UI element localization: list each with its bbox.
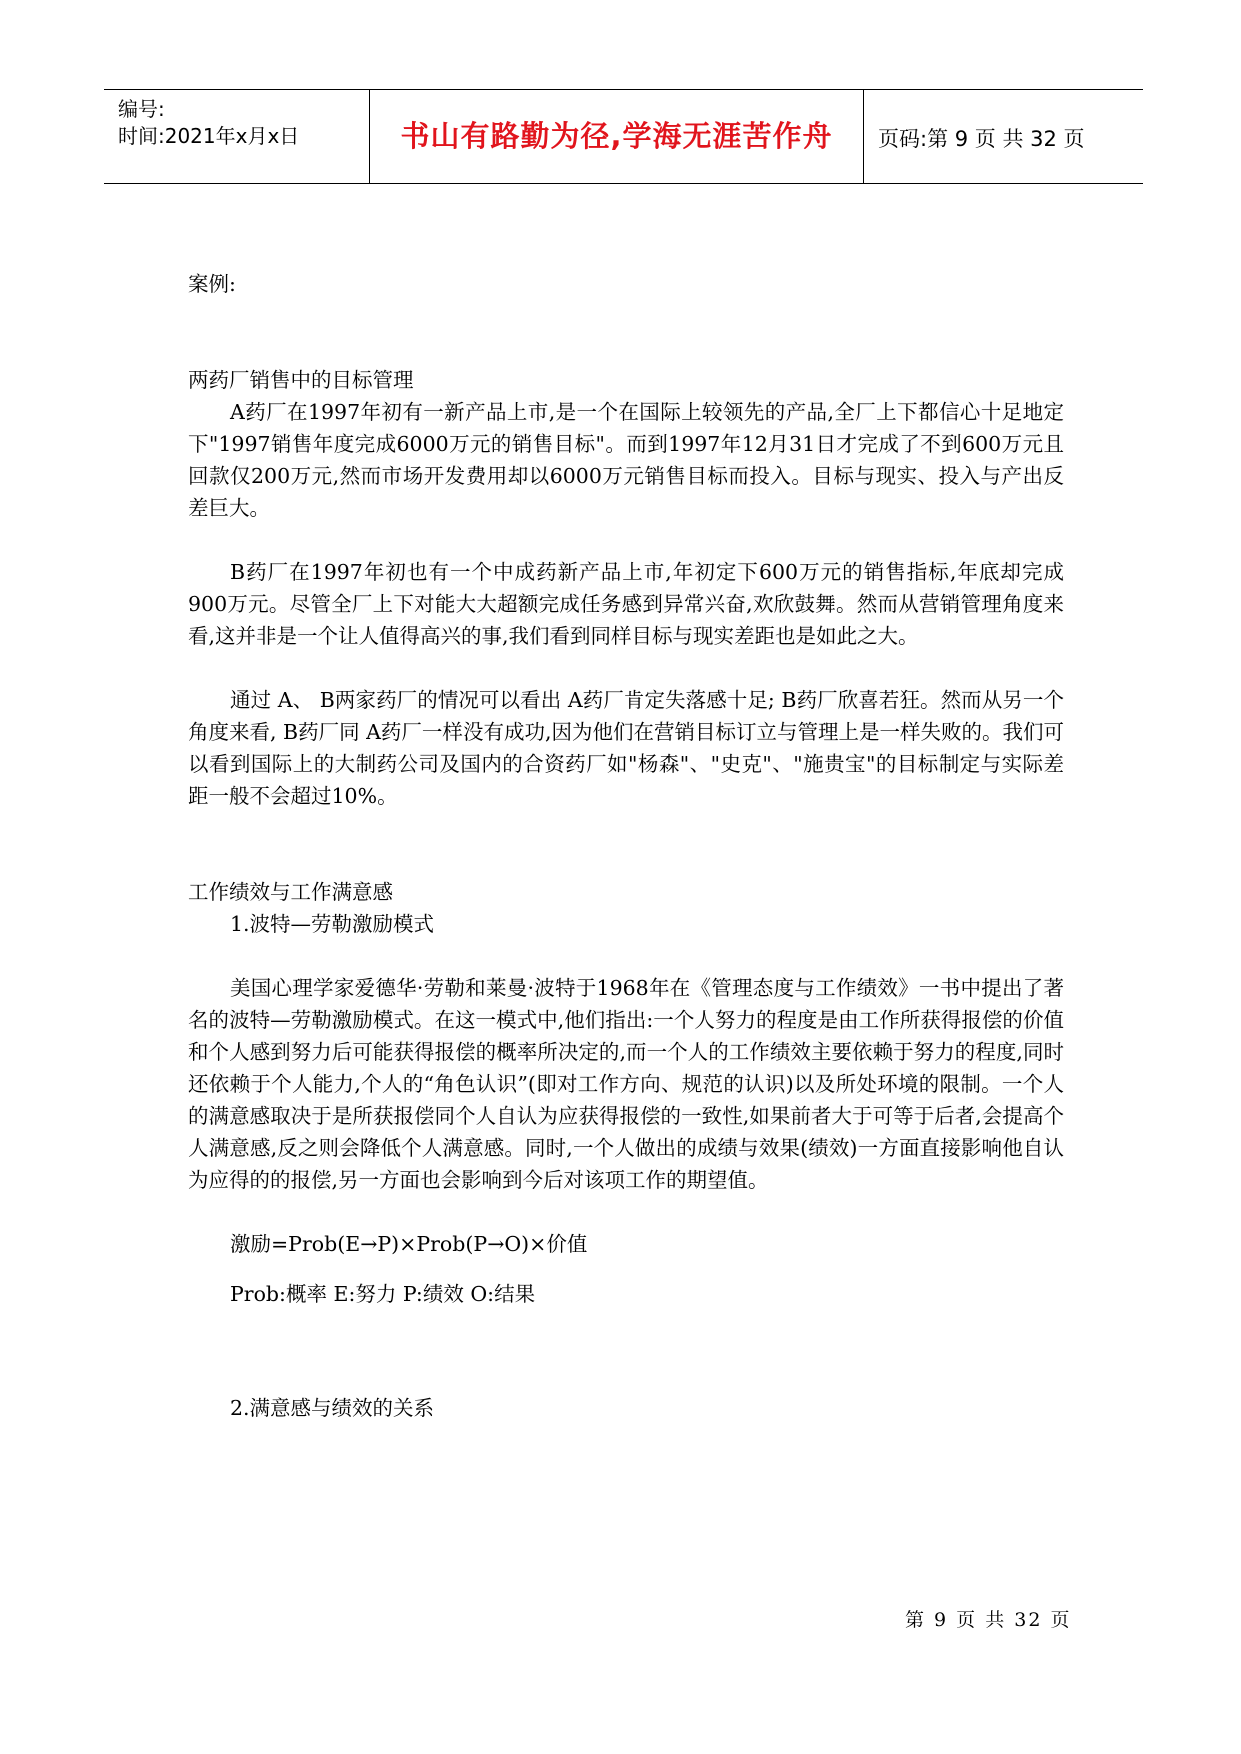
- paragraph-comparison: 通过 A、 B两家药厂的情况可以看出 A药厂肯定失落感十足; B药厂欣喜若狂。然而从另一个角度来看, B药厂同 A药厂一样没有成功,因为他们在营销目标订立与管理上是一样失败的。我们可以看到国际上的大制药公司及国内的合资药厂如"杨森"、"史克"、"施贵宝"的目标制定与实际差距一般不会超过10%。: [188, 688, 1064, 808]
- header-page-cell: [864, 90, 1143, 183]
- document-time-label: 时间:2021年x月x日: [118, 124, 300, 148]
- paragraph-porter-lawler-model: 美国心理学家爱德华·劳勒和莱曼·波特于1968年在《管理态度与工作绩效》一书中提出了著名的波特—劳勒激励模式。在这一模式中,他们指出:一个人努力的程度是由工作所获得报偿的价值和个人感到努力后可能获得报偿的概率所决定的,而一个人的工作绩效主要依赖于努力的程度,同时还依赖于个人能力,个人的“角色认识”(即对工作方向、规范的认识)以及所处环境的限制。一个人的满意感取决于是所获报偿同个人自认为应获得报偿的一致性,如果前者大于可等于后者,会提高个人满意感,反之则会降低个人满意感。同时,一个人做出的成绩与效果(绩效)一方面直接影响他自认为应得的的报偿,另一方面也会影响到今后对该项工作的期望值。: [188, 976, 1064, 1192]
- paragraph-factory-a: A药厂在1997年初有一新产品上市,是一个在国际上较领先的产品,全厂上下都信心十足地定下"1997销售年度完成6000万元的销售目标"。而到1997年12月31日才完成了不到600万元且回款仅200万元,然而市场开发费用却以6000万元销售目标而投入。目标与现实、投入与产出反差巨大。: [188, 400, 1064, 520]
- paragraph-factory-b: B药厂在1997年初也有一个中成药新产品上市,年初定下600万元的销售指标,年底却完成900万元。尽管全厂上下对能大大超额完成任务感到异常兴奋,欢欣鼓舞。然而从营销管理角度来看,这并非是一个让人值得高兴的事,我们看到同样目标与现实差距也是如此之大。: [188, 560, 1064, 648]
- header-info-cell: [104, 90, 369, 183]
- case-label: 案例:: [188, 272, 236, 296]
- page-footer: 第 9 页 共 32 页: [905, 1609, 1072, 1631]
- page-header: [104, 89, 1143, 184]
- section-title-target-management: 两药厂销售中的目标管理: [188, 368, 414, 392]
- section-title-performance-satisfaction: 工作绩效与工作满意感: [188, 880, 393, 904]
- motivation-formula: 激励=Prob(E→P)×Prob(P→O)×价值: [230, 1232, 588, 1256]
- document-number-label: 编号:: [118, 97, 165, 121]
- formula-legend: Prob:概率 E:努力 P:绩效 O:结果: [230, 1282, 536, 1306]
- document-body: [188, 268, 1064, 1424]
- header-motto: 书山有路勤为径,学海无涯苦作舟: [400, 119, 833, 153]
- subsection-title-satisfaction-performance: 2.满意感与绩效的关系: [230, 1396, 435, 1420]
- subsection-title-porter-lawler: 1.波特—劳勒激励模式: [230, 912, 435, 936]
- header-motto-cell: [369, 90, 864, 183]
- header-page-info: 页码:第 9 页 共 32 页: [878, 127, 1085, 151]
